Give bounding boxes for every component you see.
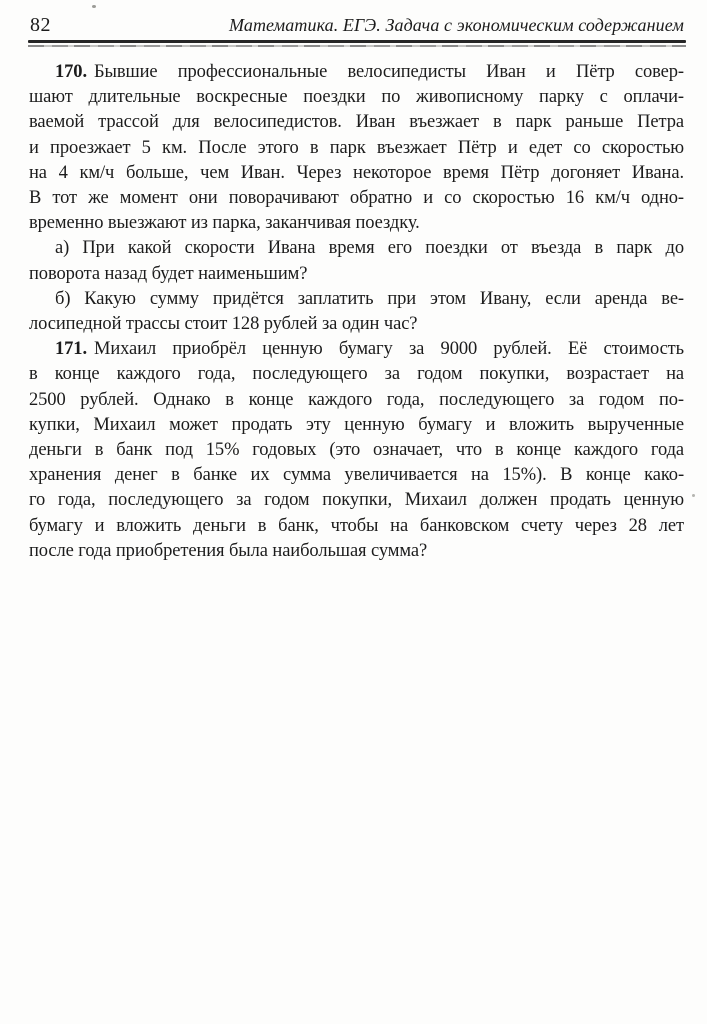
header-rule-top [28,40,686,43]
problem-170-line-1 [29,60,684,85]
problem-171-line-8: бумагу и вложить деньги в банк, чтобы на банковском счету через 28 лет [29,515,684,536]
running-title: Математика. ЕГЭ. Задача с экономическим содержанием [229,15,684,35]
page-number: 82 [30,14,51,36]
scan-speck [92,5,96,8]
problem-171-line-5: деньги в банк под 15% годовых (это означает, что в конце каждого года [29,440,684,461]
header-rule [28,40,686,47]
running-header [30,14,684,37]
scan-speck [692,494,695,497]
problem-170-part-a-line-1: а) При какой скорости Ивана время его поездки от въезда в парк до [55,238,684,259]
problem-170-line-4: и проезжает 5 км. После этого в парк въезжает Пётр и едет со скоростью [29,137,684,158]
problem-170-part-b-line-1: б) Какую сумму придётся заплатить при этом Ивану, если аренда ве- [55,288,684,309]
problem-170-number: 170. [55,62,87,82]
problem-170-part-a-line-2: поворота назад будет наименьшим? [29,263,308,284]
problem-170-line-5: на 4 км/ч больше, чем Иван. Через некоторое время Пётр догоняет Ивана. [29,162,684,183]
problem-171-line-9: после года приобретения была наибольшая сумма? [29,540,428,561]
problem-171-line-4: купки, Михаил может продать эту ценную бумагу и вложить вырученные [29,414,684,435]
problem-170-line-6: В тот же момент они поворачивают обратно и со скоростью 16 км/ч одно- [29,188,684,209]
problem-171-line-1 [29,337,684,362]
header-rule-bottom [28,45,686,47]
problem-171-line-2: в конце каждого года, последующего за годом покупки, возрастает на [29,364,684,385]
problem-171-line-6: хранения денег в банке их сумма увеличивается на 15%). В конце како- [29,465,684,486]
problem-170-part-b-line-2: лосипедной трассы стоит 128 рублей за один час? [29,314,418,335]
problems-text [29,60,684,564]
problem-171-line-7: го года, последующего за годом покупки, Михаил должен продать ценную [29,490,684,511]
problem-170-line-7: временно выезжают из парка, заканчивая поездку. [29,213,420,234]
text-line: Бывшие профессиональные велосипедисты Иван и Пётр совер- [93,62,684,82]
text-line: Михаил приобрёл ценную бумагу за 9000 рублей. Её стоимость [93,339,684,360]
problem-170-line-3: ваемой трассой для велосипедистов. Иван въезжает в парк раньше Петра [29,112,684,133]
problem-171-line-3: 2500 рублей. Однако в конце каждого года, последующего за годом по- [29,389,684,410]
problem-171-number: 171. [55,339,87,360]
problem-170-line-2: шают длительные воскресные поездки по живописному парку с оплачи- [29,87,684,108]
